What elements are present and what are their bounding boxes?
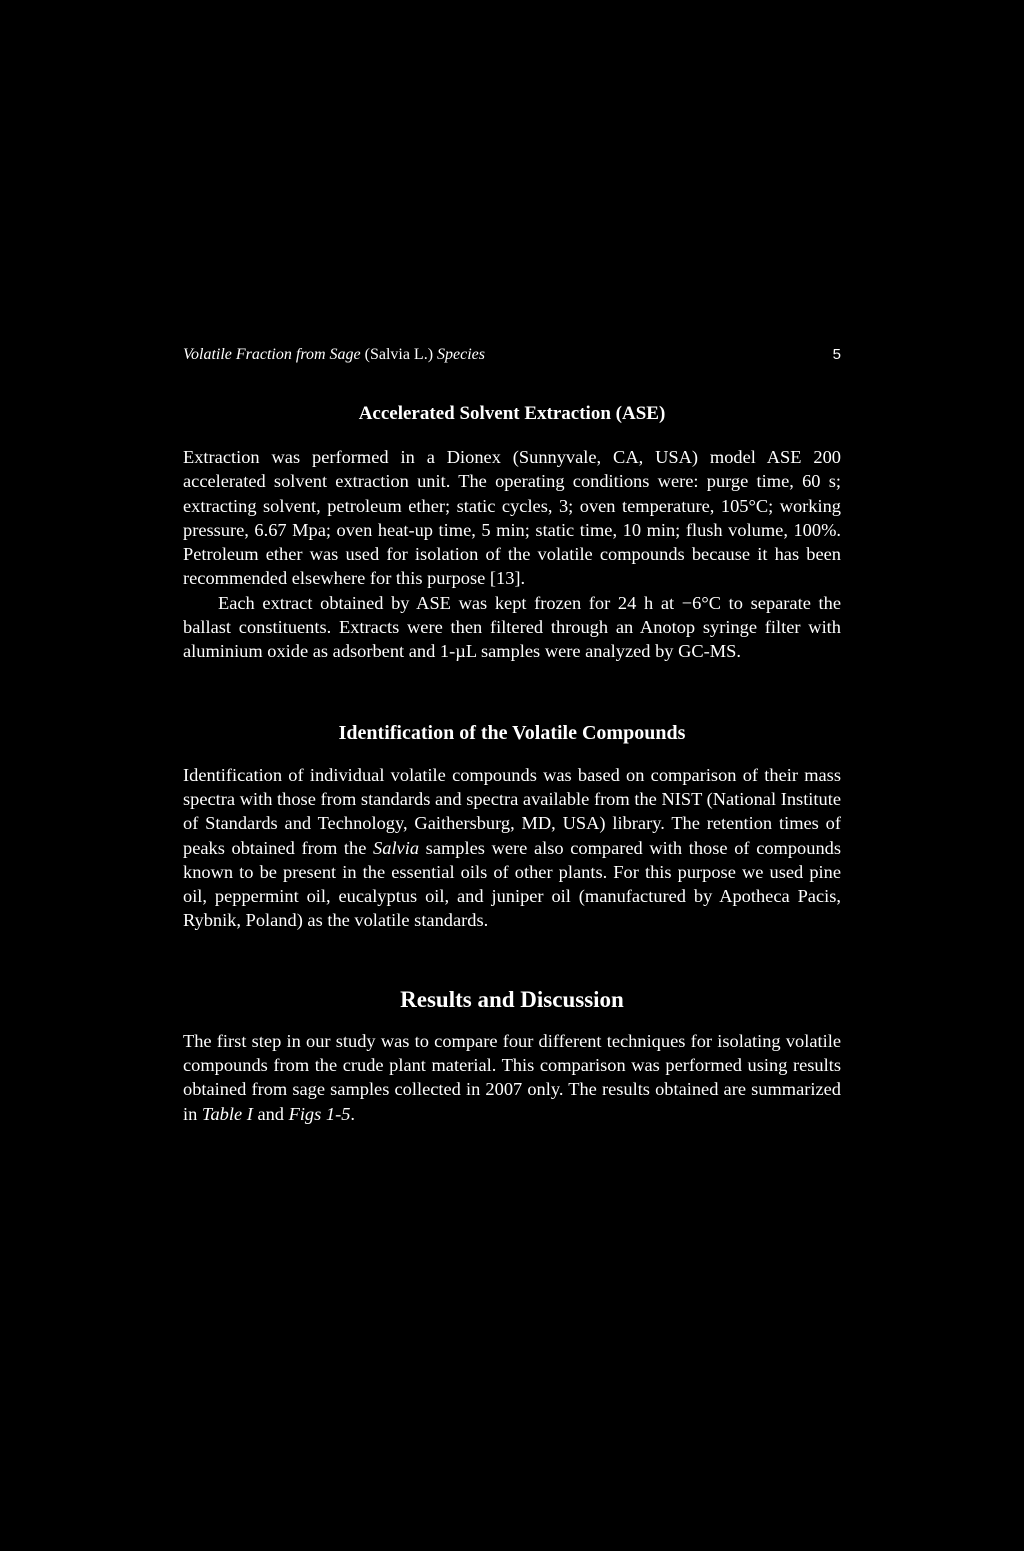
paragraph-results-text-2: and	[252, 1103, 289, 1124]
running-head-title-italic: Volatile Fraction from Sage	[183, 346, 361, 363]
running-head	[183, 340, 841, 370]
section-heading-ase: Accelerated Solvent Extraction (ASE)	[358, 403, 666, 424]
paragraph-identification-text-1: Identification of individual volatile compounds was based on comparison of their mass spectra with those from standards and spectra available from the NIST (National Institute of Standards and Technology, Gaithersburg, MD, USA) library. The retention times of peaks obtained from the	[183, 764, 841, 858]
paragraph-identification	[183, 763, 841, 933]
running-head-title-genus: (Salvia L.)	[360, 346, 438, 363]
section-heading-results: Results and Discussion	[400, 986, 624, 1012]
page-number: 5	[832, 346, 841, 363]
table-reference: Table I	[201, 1103, 253, 1124]
paragraph-results	[183, 1029, 841, 1126]
paragraph-identification-italic: Salvia	[373, 837, 420, 858]
paragraph-identification-text-2: samples were also compared with those of compounds known to be present in the essential oils of other plants. For this purpose we used pine oil, peppermint oil, eucalyptus oil, and juniper oil (manufactured by Apotheca Pacis, Rybnik, Poland) as the volatile standards.	[183, 837, 841, 931]
paragraph-ase-2: Each extract obtained by ASE was kept frozen for 24 h at −6°C to separate the ballast constituents. Extracts were then filtered through an Anotop syringe filter with aluminium oxide as adsorbent and 1-µL samples were analyzed by GC-MS.	[183, 592, 841, 662]
running-head-title-species: Species	[437, 346, 486, 363]
paragraph-results-text-3: .	[350, 1103, 356, 1124]
section-heading-identification: Identification of the Volatile Compounds	[338, 721, 686, 744]
paragraph-results-text-1: The first step in our study was to compare four different techniques for isolating volatile compounds from the crude plant material. This comparison was performed using results obtained from sage samples collected in 2007 only. The results obtained are summarized in	[183, 1030, 841, 1124]
figures-reference: Figs 1-5	[288, 1103, 351, 1124]
paragraph-ase-1: Extraction was performed in a Dionex (Sunnyvale, CA, USA) model ASE 200 accelerated solvent extraction unit. The operating conditions were: purge time, 60 s; extracting solvent, petroleum ether; static cycles, 3; oven temperature, 105°C; working pressure, 6.67 Mpa; oven heat-up time, 5 min; static time, 10 min; flush volume, 100%. Petroleum ether was used for isolation of the volatile compounds because it has been recommended elsewhere for this purpose [13].	[183, 447, 841, 589]
page-content	[183, 340, 841, 1126]
running-head-title	[183, 340, 485, 370]
